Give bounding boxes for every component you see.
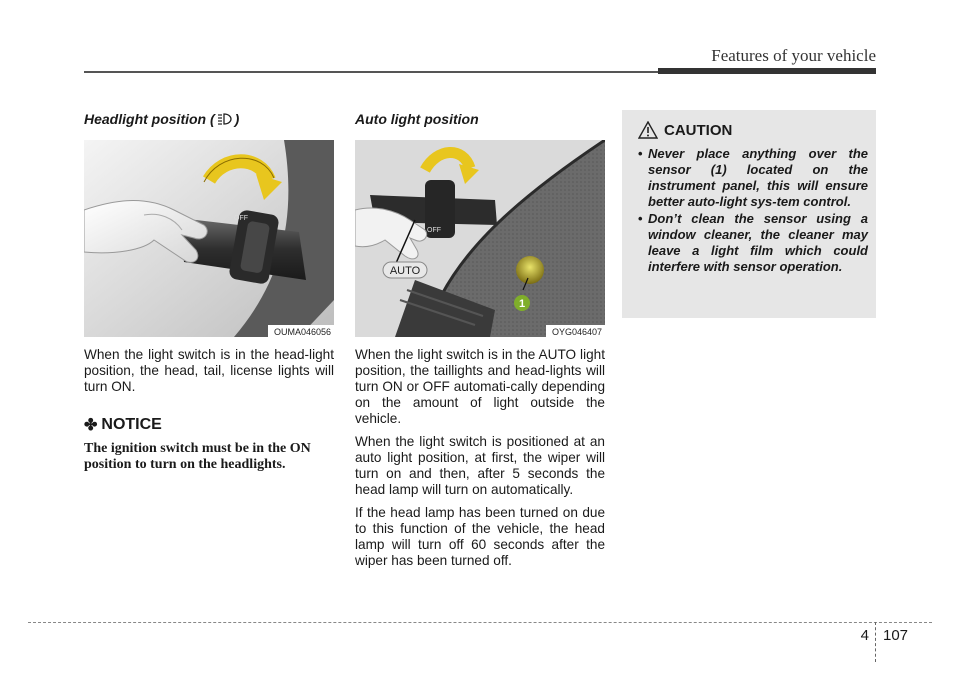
svg-text:OFF: OFF [234, 215, 248, 222]
notice-title: NOTICE [101, 416, 162, 433]
caution-heading [638, 118, 868, 142]
caution-title: CAUTION [664, 121, 733, 139]
notice-heading [84, 415, 334, 435]
caution-item: • Don’t clean the sensor using a window cleaner, the cleaner may leave a light film which could interfere with sensor operation. [630, 211, 868, 275]
page-number: 107 [883, 627, 909, 644]
headlight-switch-photo [84, 140, 334, 337]
footer-divider [875, 622, 876, 662]
footer-rule [28, 622, 932, 623]
sensor-callout: 1 [518, 298, 526, 310]
auto-light-illustration [355, 140, 605, 337]
caution-item: • Never place anything over the sensor (1) located on the instrument panel, this will ensure better auto-light sys-tem control. [630, 146, 868, 210]
auto-light-heading: Auto light position [355, 111, 479, 127]
heading-prefix: Headlight position ( [84, 111, 215, 127]
svg-text:OFF: OFF [427, 227, 441, 234]
left-column [84, 110, 334, 473]
headlight-position-heading [84, 110, 334, 128]
notice-text: The ignition switch must be in the ON position to turn on the headlights. [84, 441, 311, 472]
chapter-number: 4 [860, 627, 869, 644]
heading-suffix: ) [234, 111, 240, 127]
auto-light-photo [355, 140, 605, 337]
caution-box [622, 110, 876, 318]
photo-code: OUMA046056 [268, 325, 334, 337]
caution-list [630, 146, 868, 275]
auto-light-paragraph: If the head lamp has been turned on due to this function of the vehicle, the head lamp will turn off 60 seconds after the wiper has been turned off. [355, 505, 605, 568]
headlamp-icon [217, 112, 233, 126]
headlight-switch-illustration [84, 140, 334, 337]
auto-light-paragraph: When the light switch is positioned at an auto light position, at first, the wiper will turn on and then, after 5 seconds the head lamp will turn on automatically. [355, 434, 605, 497]
auto-light-paragraph: When the light switch is in the AUTO light position, the taillights and head-lights will turn ON or OFF automati-cally depending on the amount of light outside the vehicle. [355, 347, 605, 426]
warning-triangle-icon [638, 121, 658, 139]
headlight-paragraph: When the light switch is in the head-light position, the head, tail, license lights will turn ON. [84, 347, 334, 394]
header-rule-accent [658, 68, 876, 74]
middle-column [355, 110, 605, 569]
auto-badge: AUTO [389, 265, 421, 277]
header-title: Features of your vehicle [711, 46, 876, 65]
notice-icon: ✤ [84, 417, 98, 434]
photo-code: OYG046407 [546, 325, 605, 337]
